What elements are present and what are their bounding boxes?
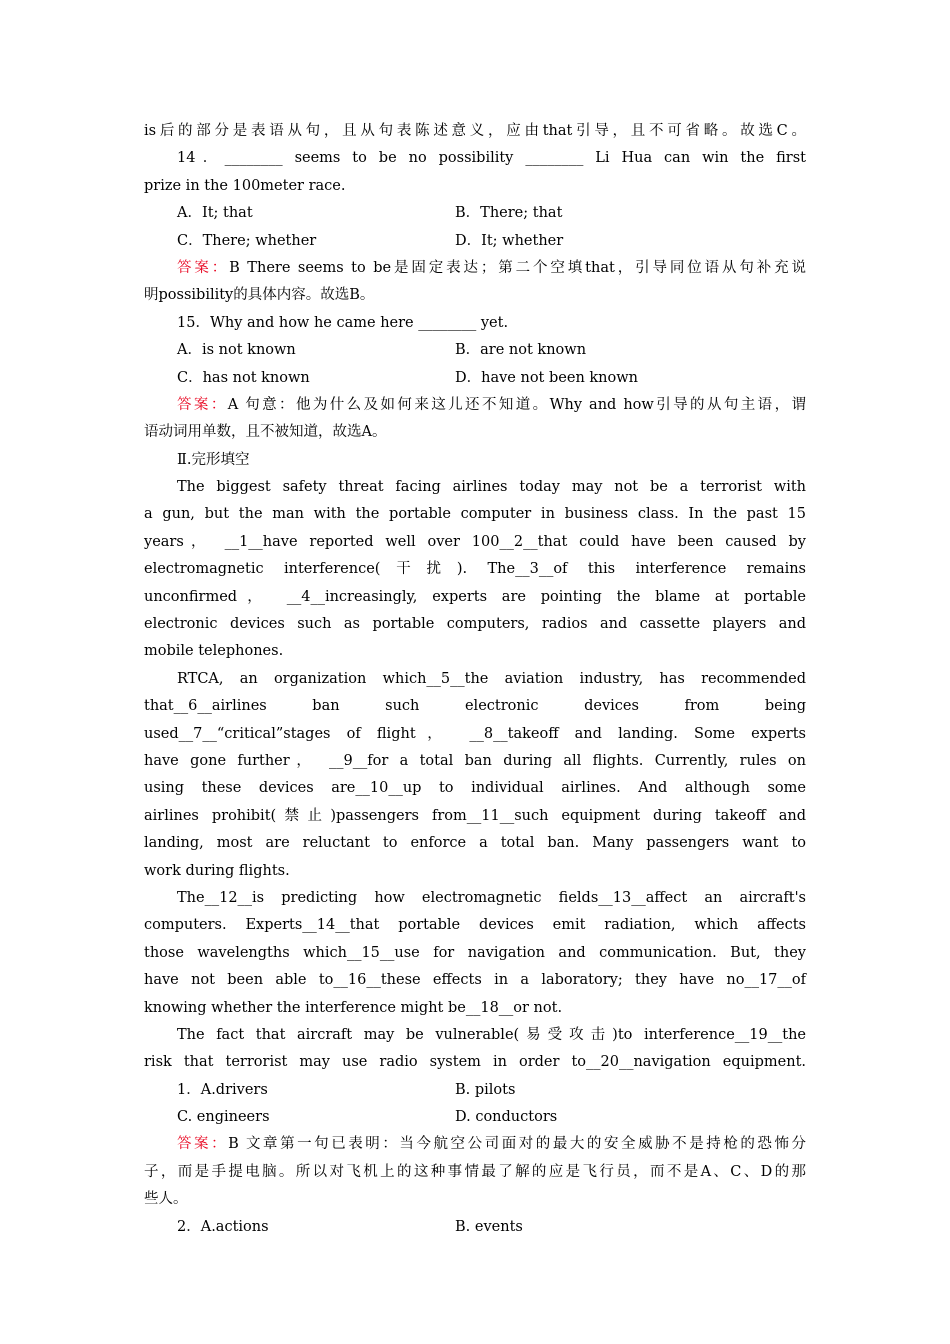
- option-b: B．There; that: [455, 205, 563, 222]
- option-a: 2．A.actions: [177, 1218, 269, 1235]
- option-c: C．There; whether: [177, 232, 317, 249]
- passage-line: electronic devices such as portable computers, radios and cassette players and: [144, 616, 806, 633]
- passage-line: work during flights.: [144, 862, 290, 879]
- passage-line: used__7__“critical”stages of flight， __8__takeoff and landing. Some experts: [144, 725, 806, 742]
- option-a: A．It; that: [177, 205, 253, 222]
- option-a: A．is not known: [177, 342, 296, 359]
- answer-15-line-1: [144, 392, 806, 419]
- question-2-options-ab: [144, 1214, 806, 1241]
- passage-line: using these devices are__10__up to individual airlines. And although some: [144, 780, 806, 797]
- answer-label: 答案：: [177, 259, 230, 276]
- question-1-options-cd: [144, 1104, 806, 1131]
- answer-label: 答案：: [177, 396, 228, 413]
- question-15-options-ab: [144, 337, 806, 364]
- answer-text: B 文章第一句已表明：当今航空公司面对的最大的安全威胁不是持枪的恐怖分: [228, 1136, 807, 1153]
- question-14-options-ab: [144, 200, 806, 227]
- passage-line: have not been able to__16__these effects in a laboratory; they have no__17__of: [144, 972, 806, 989]
- passage-line: electromagnetic interference(干扰). The__3__of this interference remains: [144, 561, 806, 578]
- passage-line: a gun, but the man with the portable computer in business class. In the past 15: [144, 506, 806, 523]
- answer-1-line-3: 些人。: [144, 1191, 188, 1208]
- passage-line: years， __1__have reported well over 100__2__that could have been caused by: [144, 533, 806, 550]
- answer-14-line-1: [144, 255, 806, 282]
- option-a: 1．A.drivers: [177, 1081, 268, 1098]
- option-d: D．It; whether: [455, 232, 564, 249]
- answer-14-line-2: 明possibility的具体内容。故选B。: [144, 287, 375, 304]
- answer-1-line-1: [144, 1131, 806, 1158]
- passage-line: unconfirmed， __4__increasingly, experts are pointing the blame at portable: [144, 588, 806, 605]
- option-c: C. engineers: [177, 1109, 270, 1126]
- passage-line: knowing whether the interference might be__18__or not.: [144, 999, 563, 1016]
- text-line: is后的部分是表语从句，且从句表陈述意义，应由that引导，且不可省略。故选C。: [144, 123, 806, 139]
- answer-15-line-2: 语动词用单数，且不被知道，故选A。: [144, 424, 387, 441]
- option-b: B．are not known: [455, 342, 587, 359]
- passage-line: landing, most are reluctant to enforce a total ban. Many passengers want to: [144, 835, 806, 852]
- question-14-stem: 14．________ seems to be no possibility ________ Li Hua can win the first: [177, 150, 806, 167]
- passage-line: The fact that aircraft may be vulnerable(易受攻击)to interference__19__the: [177, 1026, 806, 1043]
- question-15-options-cd: [144, 365, 806, 392]
- passage-line: those wavelengths which__15__use for navigation and communication. But, they: [144, 944, 806, 961]
- question-15-stem: 15．Why and how he came here ________ yet.: [177, 314, 509, 331]
- section-heading: Ⅱ.完形填空: [177, 451, 250, 468]
- question-1-options-ab: [144, 1077, 806, 1104]
- option-c: C．has not known: [177, 369, 310, 386]
- answer-text: A 句意：他为什么及如何来这儿还不知道。Why and how引导的从句主语，谓: [227, 396, 806, 413]
- answer-1-line-2: 子，而是手提电脑。所以对飞机上的这种事情最了解的应是飞行员，而不是A、C、D的那: [144, 1163, 806, 1180]
- passage-line: RTCA, an organization which__5__the aviation industry, has recommended: [177, 670, 806, 687]
- option-d: D. conductors: [455, 1109, 558, 1126]
- answer-text: B There seems to be是固定表达；第二个空填that，引导同位语从句补充说: [229, 259, 807, 276]
- document-page: [144, 118, 806, 1241]
- passage-line: that__6__airlines ban such electronic devices from being: [144, 698, 806, 715]
- passage-line: have gone further， __9__for a total ban during all flights. Currently, rules on: [144, 752, 806, 769]
- passage-line: The__12__is predicting how electromagnetic fields__13__affect an aircraft's: [177, 889, 806, 906]
- option-d: D．have not been known: [455, 369, 638, 386]
- option-b: B. pilots: [455, 1081, 516, 1098]
- passage-line: computers. Experts__14__that portable devices emit radiation, which affects: [144, 917, 806, 934]
- passage-line: mobile telephones.: [144, 643, 284, 660]
- passage-line: risk that terrorist may use radio system in order to__20__navigation equipment.: [144, 1054, 806, 1071]
- option-b: B. events: [455, 1218, 523, 1235]
- passage-line: airlines prohibit(禁止)passengers from__11__such equipment during takeoff and: [144, 807, 806, 824]
- question-14-stem-cont: prize in the 100meter race.: [144, 177, 346, 194]
- passage-line: The biggest safety threat facing airlines today may not be a terrorist with: [177, 479, 806, 496]
- answer-label: 答案：: [177, 1136, 229, 1153]
- question-14-options-cd: [144, 228, 806, 255]
